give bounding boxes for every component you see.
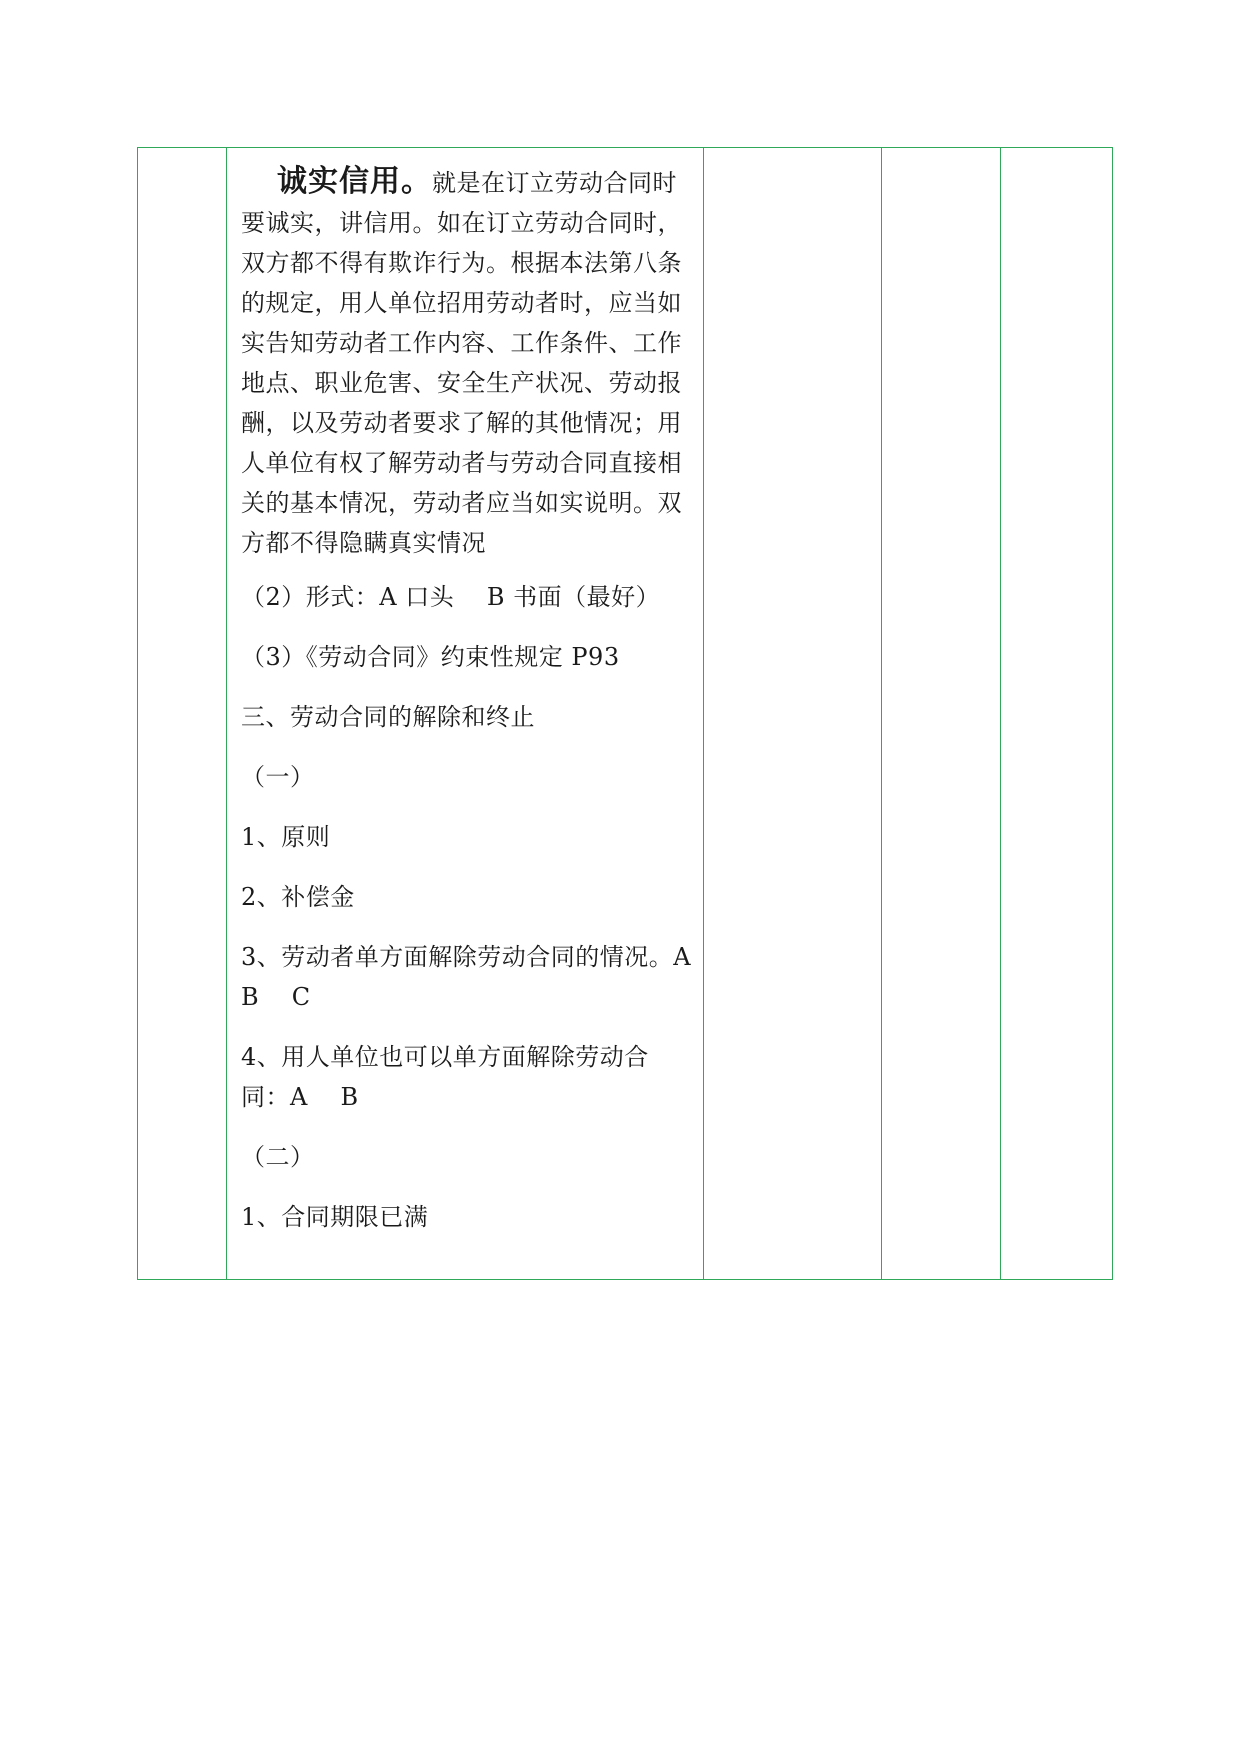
form-item: （2）形式：A 口头 B 书面（最好） xyxy=(241,583,661,611)
section-heading: 三、劳动合同的解除和终止 xyxy=(241,703,535,731)
subsection-2: （二） xyxy=(241,1143,315,1171)
empty-cell-4 xyxy=(882,148,1001,1280)
intro-paragraph xyxy=(241,162,695,563)
empty-cell-3 xyxy=(704,148,882,1280)
intro-text: 就是在订立劳动合同时要诚实，讲信用。如在订立劳动合同时，双方都不得有欺诈行为。根据本法第八条的规定，用人单位招用劳动者时，应当如实告知劳动者工作内容、工作条件、工作地点、职业危害、安全生产状况、劳动报酬，以及劳动者要求了解的其他情况；用人单位有权了解劳动者与劳动合同直接相关的基本情况，劳动者应当如实说明。双方都不得隐瞒真实情况 xyxy=(241,169,682,557)
content-text xyxy=(227,148,716,1237)
list-item-worker-termination: 3、劳动者单方面解除劳动合同的情况。A B C xyxy=(241,943,716,1011)
list-item-principle: 1、原则 xyxy=(241,823,331,851)
left-margin-cell xyxy=(138,148,227,1280)
list-item-compensation: 2、补偿金 xyxy=(241,883,355,911)
content-cell xyxy=(227,148,716,1280)
constraint-item: （3）《劳动合同》约束性规定 P93 xyxy=(241,643,620,671)
lesson-plan-table xyxy=(137,147,1113,1280)
subsection-1: （一） xyxy=(241,763,315,791)
table-row xyxy=(138,148,1113,1280)
intro-lead: 诚实信用。 xyxy=(277,164,432,199)
list-item-expiry: 1、合同期限已满 xyxy=(241,1203,429,1231)
list-item-employer-termination: 4、用人单位也可以单方面解除劳动合同：A B xyxy=(241,1043,649,1111)
empty-cell-5 xyxy=(1001,148,1113,1280)
